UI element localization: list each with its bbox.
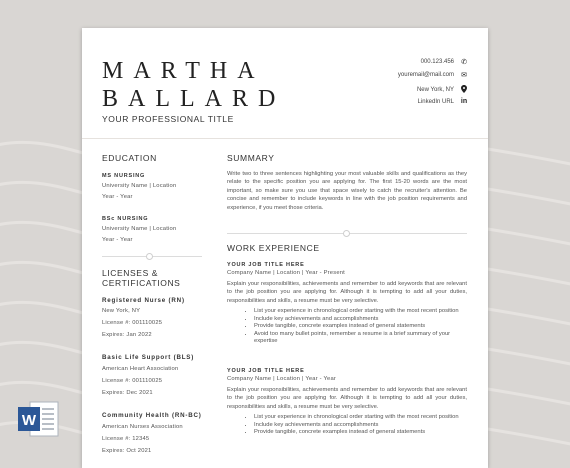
- linkedin-icon: in: [460, 98, 468, 105]
- summary-heading: SUMMARY: [227, 153, 275, 163]
- right-divider-dot: [343, 230, 350, 237]
- license-number-2: License #: 001110025: [102, 378, 163, 384]
- license-name-3: Community Health (RN-BC): [102, 412, 202, 419]
- license-issuer-2: American Heart Association: [102, 366, 179, 372]
- license-expires-1: Expires: Jan 2022: [102, 332, 152, 338]
- job-description-2: Explain your responsibilities, achievements and remember to add keywords that are relevant to the job position you are applying for. Although it is tempting to add all your duties, responsibilities and skills, a resume must be very selective.: [227, 387, 467, 410]
- edu-degree-1: MS NURSING: [102, 173, 146, 179]
- job-title-1: YOUR JOB TITLE HERE: [227, 262, 305, 268]
- contact-linkedin: [418, 98, 468, 105]
- license-expires-3: Expires: Oct 2021: [102, 448, 152, 454]
- contact-phone-text: 000.123.456: [420, 59, 454, 65]
- professional-title: YOUR PROFESSIONAL TITLE: [102, 114, 234, 124]
- job-description-1: Explain your responsibilities, achievements and remember to add keywords that are relevant to the job position you are applying for. Although it is tempting to add all your duties, responsibilities and skills, a resume must be very selective.: [227, 281, 467, 304]
- job-company-1: Company Name | Location | Year - Present: [227, 270, 345, 276]
- contact-email: [398, 71, 468, 79]
- location-pin-icon: [460, 85, 468, 95]
- job-title-2: YOUR JOB TITLE HERE: [227, 368, 305, 374]
- left-divider-dot: [146, 253, 153, 260]
- job-bullets-2: [234, 414, 474, 437]
- license-name-2: Basic Life Support (BLS): [102, 354, 195, 361]
- job-company-2: Company Name | Location | Year - Year: [227, 376, 337, 382]
- envelope-icon: ✉: [461, 72, 467, 79]
- list-item: • List your experience in chronological order starting with the most recent position: [254, 414, 474, 422]
- resume-sheet: [82, 28, 488, 468]
- license-number-3: License #: 12345: [102, 436, 150, 442]
- licenses-heading-line1: LICENSES &: [102, 268, 159, 278]
- job-bullets-1: [234, 308, 474, 346]
- edu-school-1: University Name | Location: [102, 183, 177, 189]
- license-issuer-1: New York, NY: [102, 308, 141, 314]
- edu-school-2: University Name | Location: [102, 226, 177, 232]
- contact-phone: [421, 58, 468, 66]
- license-number-1: License #: 001110025: [102, 320, 163, 326]
- contact-location: [417, 85, 468, 95]
- license-name-1: Registered Nurse (RN): [102, 297, 185, 304]
- phone-icon: ✆: [461, 59, 467, 66]
- list-item: • Include key achievements and accomplishments: [254, 422, 474, 430]
- list-item: • List your experience in chronological order starting with the most recent position: [254, 308, 474, 316]
- summary-text: Write two to three sentences highlighting your most valuable skills and qualifications as they relate to the specific position you are applying for. The first 15-20 words are the most important, so make sure you use that space wisely to catch the recruiter's attention. Be concise and remember to include keywords in line with the job position requirements and experience, if you meet those criteria.: [227, 171, 467, 211]
- contact-linkedin-text: LinkedIn URL: [417, 98, 454, 105]
- word-document-icon: [16, 399, 62, 439]
- word-icon-letter: W: [21, 412, 37, 429]
- license-issuer-3: American Nurses Association: [102, 424, 183, 430]
- last-name: BALLARD: [102, 86, 286, 112]
- list-item: • Provide tangible, concrete examples instead of general statements: [254, 429, 474, 437]
- edu-years-1: Year - Year: [102, 194, 133, 200]
- edu-degree-2: BSc NURSING: [102, 216, 149, 222]
- experience-heading: WORK EXPERIENCE: [227, 243, 320, 253]
- contact-location-text: New York, NY: [416, 87, 454, 93]
- list-item: • Provide tangible, concrete examples instead of general statements: [254, 323, 474, 331]
- education-heading: EDUCATION: [102, 153, 157, 163]
- licenses-heading-line2: CERTIFICATIONS: [102, 278, 181, 288]
- list-item: • Include key achievements and accomplishments: [254, 316, 474, 324]
- list-item: • Avoid too many bullet points, remember a resume is a brief summary of your expertise: [254, 331, 474, 346]
- contact-email-text: youremail@mail.com: [397, 72, 454, 78]
- edu-years-2: Year - Year: [102, 237, 133, 243]
- first-name: MARTHA: [102, 58, 265, 84]
- license-expires-2: Expires: Dec 2021: [102, 390, 153, 396]
